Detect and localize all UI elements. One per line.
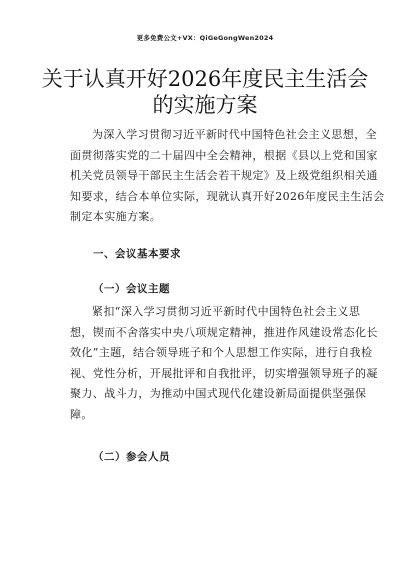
header-promo-note: 更多免费公文+VX：QiGeGongWen2024 (136, 34, 274, 42)
theme-line: 障。 (70, 407, 93, 421)
title-line-1: 关于认真开好2026年度民主生活会 (41, 67, 369, 91)
subsection-heading-meeting-theme: （一）会议主题 (93, 283, 170, 295)
theme-line: 紧扣“深入学习贯彻习近平新时代中国特色社会主义思 (92, 305, 361, 318)
intro-line: 为深入学习贯彻习近平新时代中国特色社会主义思想，全 (92, 128, 377, 141)
intro-line: 制定本实施方案。 (70, 210, 162, 223)
theme-paragraph (70, 302, 378, 425)
theme-line: 视、党性分析，开展批评和自我批评，切实增强领导班子的凝 (70, 366, 378, 380)
section-heading-meeting-requirements: 一、会议基本要求 (93, 248, 181, 260)
intro-paragraph (70, 125, 385, 228)
theme-line: 聚力、战斗力，为推动中国式现代化建设新局面提供坚强保 (70, 387, 367, 400)
intro-line: 机关党员领导干部民主生活会若干规定》及上级党组织相关通 (70, 169, 378, 182)
title-line-2: 的实施方案 (152, 93, 258, 117)
theme-line: 效化”主题，结合领导班子和个人思想工作实际，进行自我检 (70, 346, 373, 359)
intro-line: 知要求，结合本单位实际，现就认真开好2026年度民主生活会 (70, 189, 385, 203)
intro-line: 面贯彻落实党的二十届四中全会精神，根据《县以上党和国家 (70, 148, 378, 162)
subsection-heading-participants: （二）参会人员 (93, 451, 170, 463)
document-title (40, 66, 370, 118)
theme-line: 想，锲而不舍落实中央八项规定精神，推进作风建设常态化长 (70, 325, 378, 339)
